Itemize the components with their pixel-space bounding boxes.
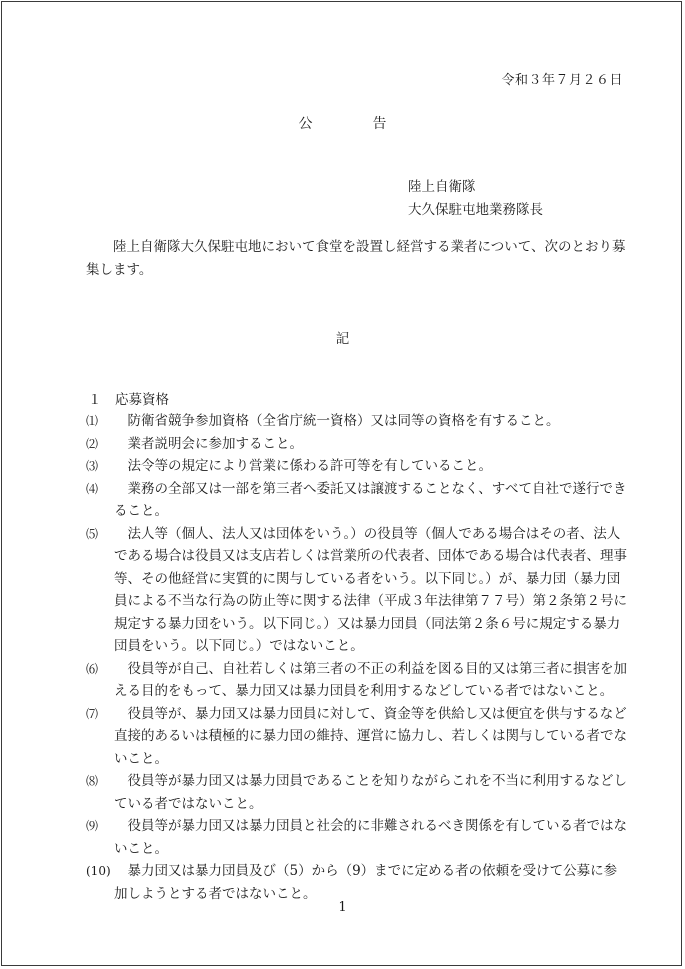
- intro-paragraph: 陸上自衛隊大久保駐屯地において食堂を設置し経営する業者について、次のとおり募集します。: [86, 239, 626, 278]
- item-text: 役員等が、暴力団又は暴力団員に対して、資金等を供給し又は便宜を供与するなど直接的あるいは積極的に暴力団の維持、運営に協力し、若しくは関与している者でないこと。: [114, 705, 627, 767]
- item-number: (10): [86, 864, 111, 878]
- list-item: [86, 860, 628, 905]
- list-item: [86, 658, 628, 703]
- item-text: 法令等の規定により営業に係わる許可等を有していること。: [127, 458, 492, 474]
- item-number: ⑷: [86, 481, 99, 496]
- item-number: ⑼: [86, 819, 99, 833]
- list-item: [86, 455, 628, 478]
- item-text: 業者説明会に参加すること。: [127, 435, 303, 452]
- page-title: [0, 113, 685, 133]
- title-char-1: 公: [298, 116, 313, 132]
- issuer-unit: 大久保駐屯地業務隊長: [408, 202, 543, 218]
- section-heading: １ 応募資格: [88, 392, 169, 408]
- notice-date: 令和３年７月２６日: [501, 73, 623, 88]
- item-text: 役員等が暴力団又は暴力団員と社会的に非難されるべき関係を有している者ではないこと。: [114, 818, 627, 857]
- title-char-2: 告: [372, 116, 387, 132]
- page-number: 1: [338, 900, 347, 915]
- list-item: [86, 770, 628, 815]
- list-item: [86, 815, 628, 860]
- item-number: ⑶: [86, 459, 99, 473]
- ki-heading: 記: [335, 331, 350, 347]
- item-text: 役員等が暴力団又は暴力団員であることを知りながらこれを不当に利用するなどしている者ではないこと。: [114, 773, 627, 812]
- item-number: ⑺: [86, 706, 99, 721]
- item-number: ⑴: [86, 414, 99, 428]
- list-item: [86, 433, 628, 456]
- issuer-org: 陸上自衛隊: [408, 179, 476, 195]
- qualification-list: [86, 410, 628, 905]
- list-item: [86, 703, 628, 771]
- item-number: ⑵: [86, 436, 99, 451]
- item-text: 役員等が自己、自社若しくは第三者の不正の利益を図る目的又は第三者に損害を加える目的をもって、暴力団又は暴力団員を利用するなどしている者ではないこと。: [114, 660, 627, 699]
- item-number: ⑹: [86, 661, 99, 676]
- item-text: 業務の全部又は一部を第三者へ委託又は譲渡することなく、すべて自社で遂行できること。: [114, 480, 627, 519]
- item-text: 暴力団又は暴力団員及び（5）から（9）までに定める者の依頼を受けて公募に参加しようとする者ではないこと。: [114, 863, 618, 902]
- item-number: ⑸: [86, 526, 99, 541]
- item-number: ⑻: [86, 774, 99, 788]
- item-text: 防衛省競争参加資格（全省庁統一資格）又は同等の資格を有すること。: [127, 413, 560, 429]
- item-text: 法人等（個人、法人又は団体をいう。）の役員等（個人である場合はその者、法人である場合は役員又は支店若しくは営業所の代表者、団体である場合は代表者、理事等、その他経営に実質的に関与している者をいう。以下同じ。）が、暴力団（暴力団員による不当な行為の防止等に関する法律（平成３年法律第７７号）第２条第２号に規定する暴力団をいう。以下同じ。）又は暴力団員（同法第２条６号に規定する暴力団員をいう。以下同じ。）ではないこと。: [114, 525, 627, 654]
- list-item: [86, 523, 628, 658]
- issuer-block: [408, 176, 543, 222]
- list-item: [86, 478, 628, 523]
- list-item: [86, 410, 628, 433]
